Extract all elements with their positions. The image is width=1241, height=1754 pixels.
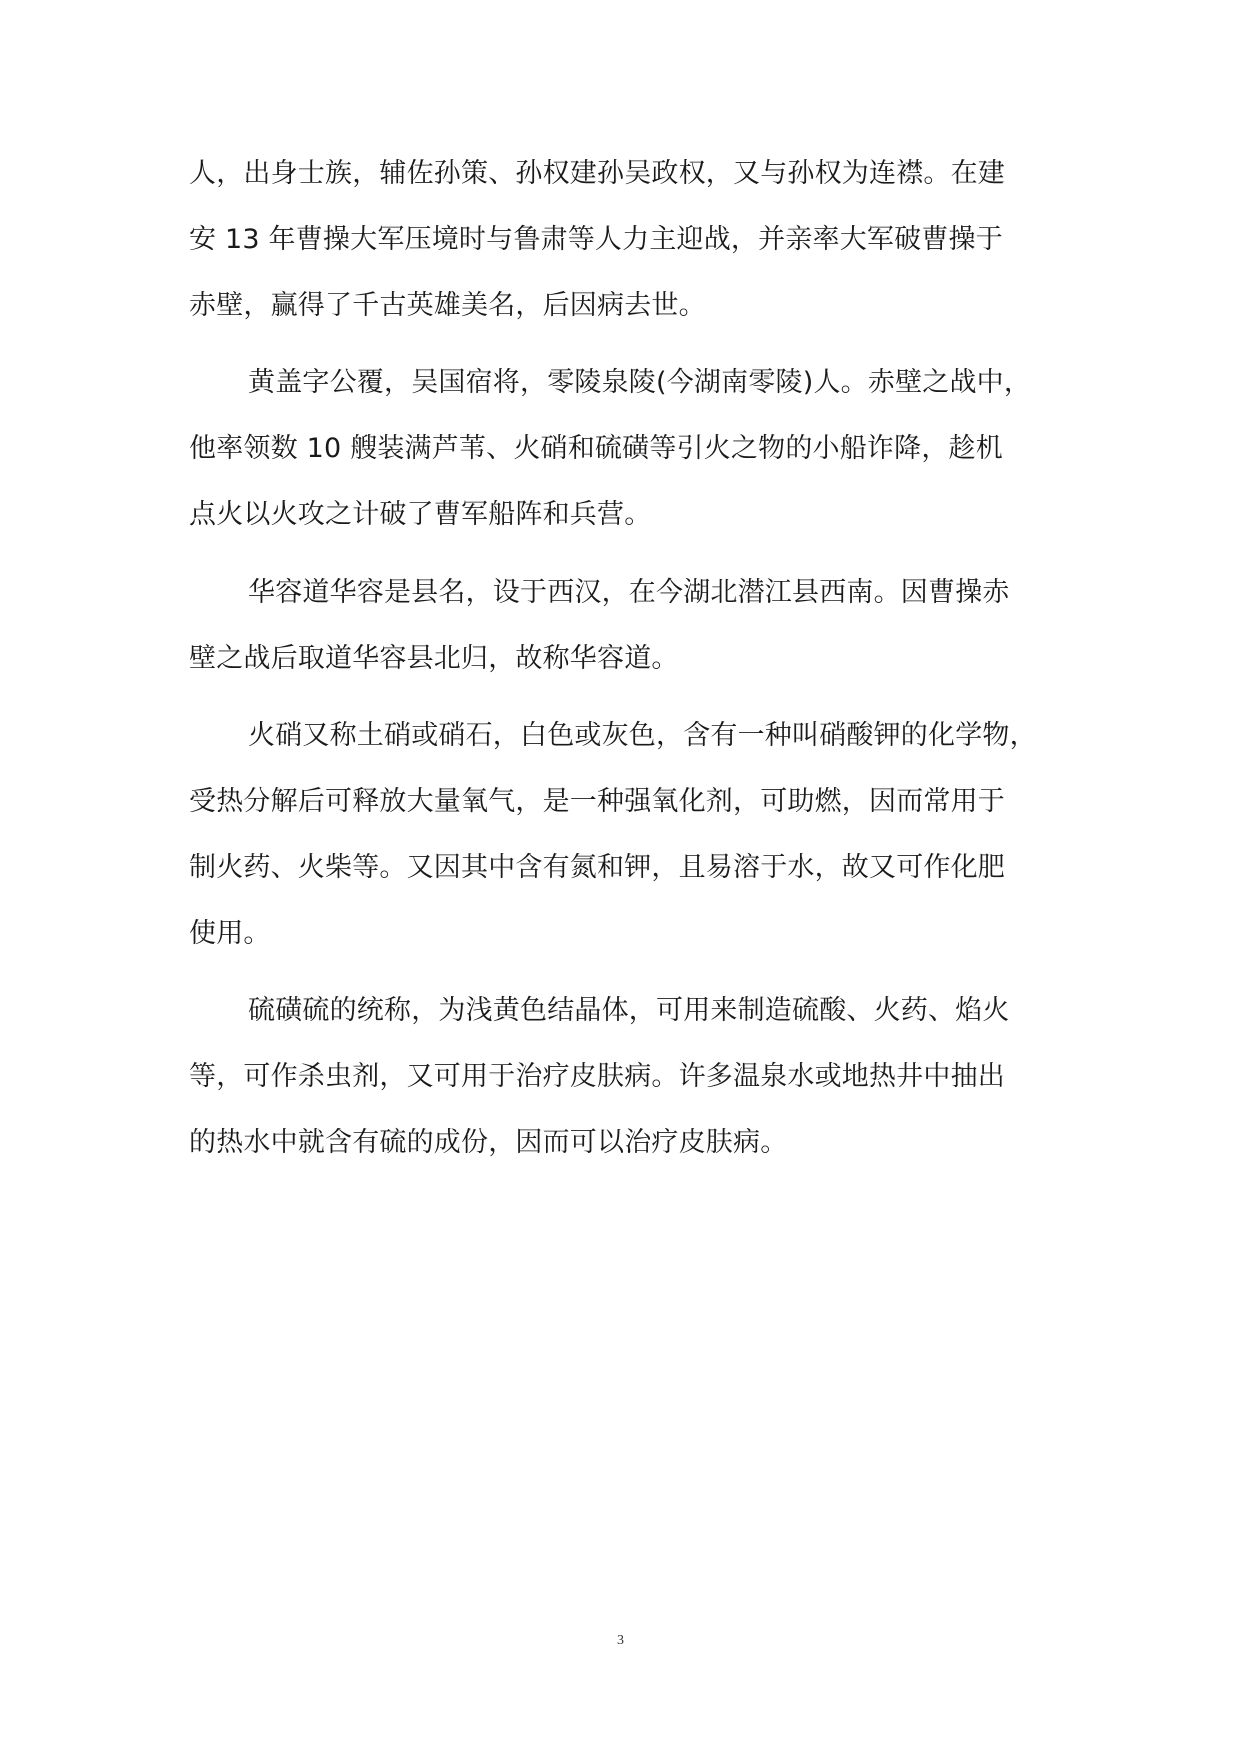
paragraph-1-line-1: 人，出身士族，辅佐孙策、孙权建孙吴政权，又与孙权为连襟。在建 <box>189 158 1005 189</box>
paragraph-3-line-2: 壁之战后取道华容县北归，故称华容道。 <box>189 643 679 674</box>
paragraph-4-line-3: 制火药、火柴等。又因其中含有氮和钾，且易溶于水，故又可作化肥 <box>189 852 1005 883</box>
paragraph-4-line-4: 使用。 <box>189 918 271 949</box>
paragraph-2-line-1: 黄盖字公覆，吴国宿将，零陵泉陵(今湖南零陵)人。赤壁之战中， <box>248 367 1032 398</box>
paragraph-1-line-2: 安 13 年曹操大军压境时与鲁肃等人力主迎战，并亲率大军破曹操于 <box>189 224 1003 255</box>
paragraph-5-line-3: 的热水中就含有硫的成份，因而可以治疗皮肤病。 <box>189 1127 788 1158</box>
paragraph-2-line-3: 点火以火攻之计破了曹军船阵和兵营。 <box>189 499 652 530</box>
paragraph-1-line-3: 赤壁，赢得了千古英雄美名，后因病去世。 <box>189 290 706 321</box>
paragraph-3-line-1: 华容道华容是县名，设于西汉，在今湖北潜江县西南。因曹操赤 <box>248 577 1010 608</box>
paragraph-4-line-1: 火硝又称土硝或硝石，白色或灰色，含有一种叫硝酸钾的化学物， <box>248 720 1037 751</box>
paragraph-4-line-2: 受热分解后可释放大量氧气，是一种强氧化剂，可助燃，因而常用于 <box>189 786 1005 817</box>
paragraph-5-line-2: 等，可作杀虫剂，又可用于治疗皮肤病。许多温泉水或地热井中抽出 <box>189 1061 1005 1092</box>
paragraph-2-line-2: 他率领数 10 艘装满芦苇、火硝和硫磺等引火之物的小船诈降，趁机 <box>189 433 1003 464</box>
paragraph-5-line-1: 硫磺硫的统称，为浅黄色结晶体，可用来制造硫酸、火药、焰火 <box>248 995 1010 1026</box>
page-number: 3 <box>617 1633 624 1648</box>
